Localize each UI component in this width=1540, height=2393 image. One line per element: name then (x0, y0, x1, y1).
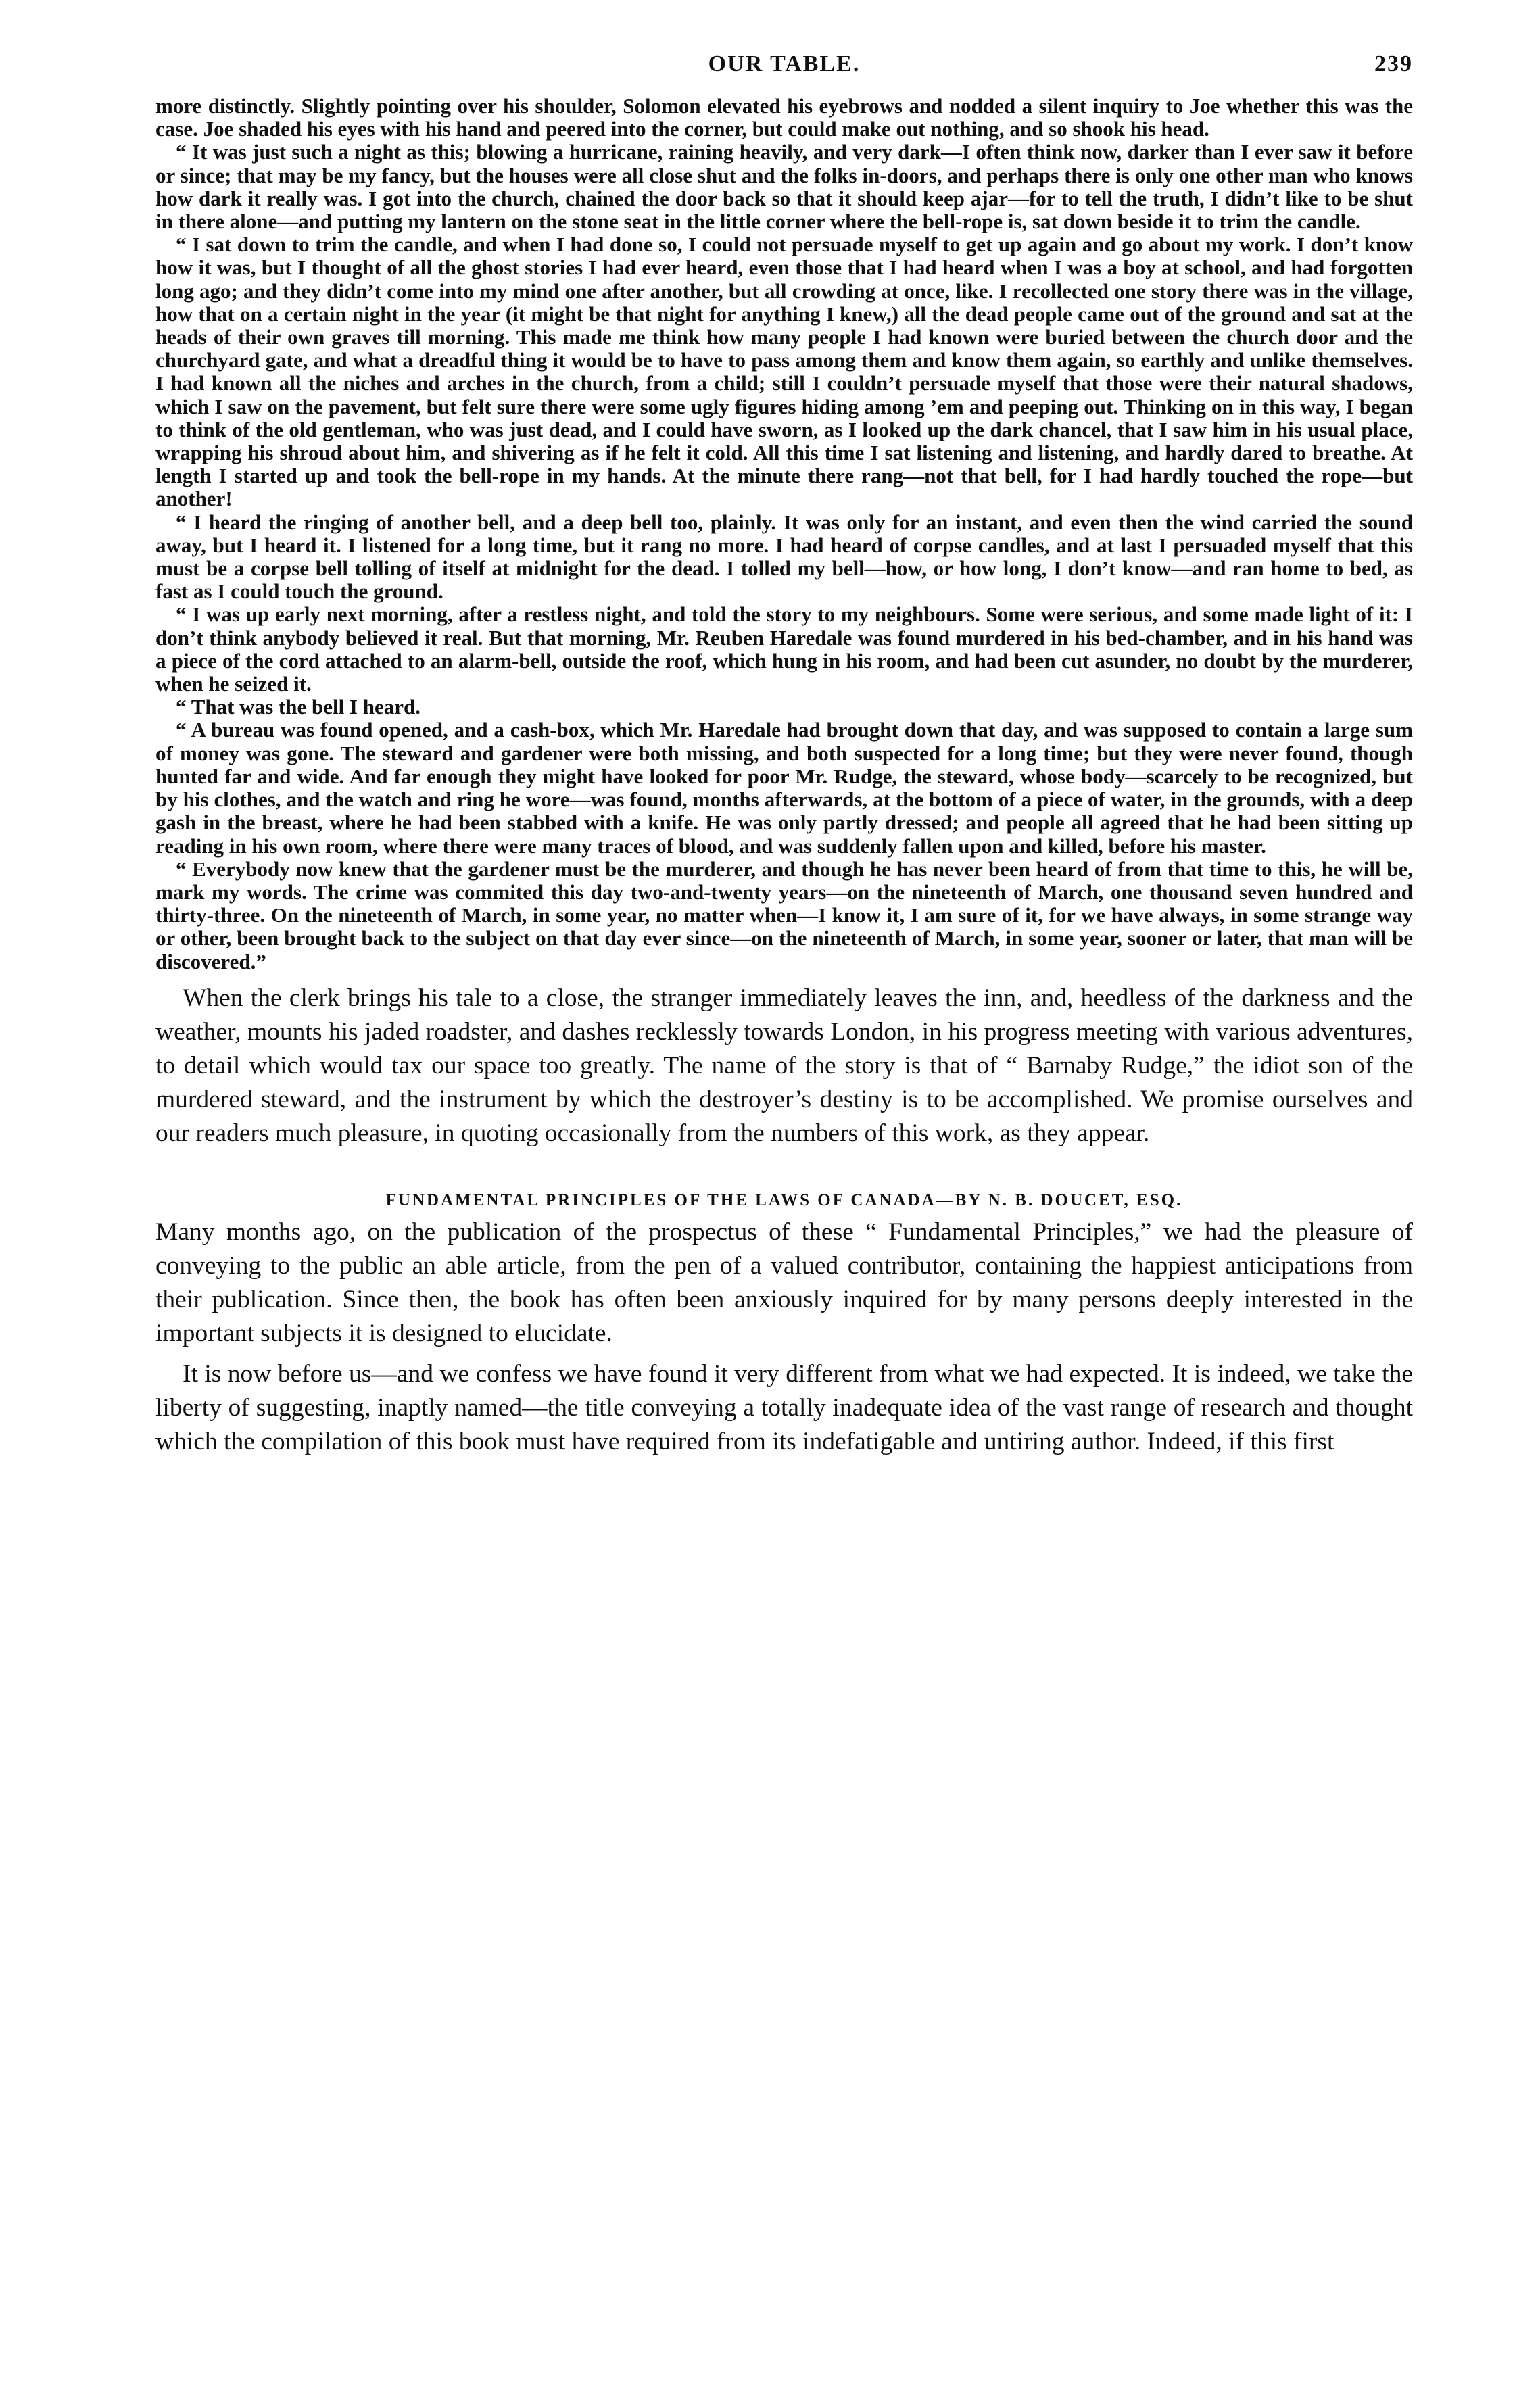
running-head-title: OUR TABLE. (708, 51, 861, 76)
extract-paragraph: more distinctly. Slightly pointing over his shoulder, Solomon elevated his eyebrows and nodded a silent inquiry to Joe whether this was the case. Joe shaded his eyes with his hand and peered into the corner, but could make out nothing, and so shook his head. (155, 94, 1413, 141)
extract-paragraph: “ I was up early next morning, after a restless night, and told the story to my neighbours. Some were serious, and some made light of it: I don’t think anybody believed it real. But that morning, Mr. Reuben Haredale was found murdered in his bed-chamber, and in his hand was a piece of the cord attached to an alarm-bell, outside the roof, which hung in his room, and had been cut asunder, no doubt by the murderer, when he seized it. (155, 602, 1413, 696)
section-paragraph: Many months ago, on the publication of the prospectus of these “ Fundamental Principles,” we had the pleasure of conveying to the public an able article, from the pen of a valued contributor, containing the happiest anticipations from their publication. Since then, the book has often been anxiously inquired for by many persons deeply interested in the important subjects it is designed to elucidate. (155, 1217, 1413, 1347)
extract-paragraph: “ Everybody now knew that the gardener must be the murderer, and though he has never been heard of from that time to this, he will be, mark my words. The crime was commited this day two-and-twenty years—on the nineteenth of March, one thousand seven hundred and thirty-three. On the nineteenth of March, in some year, no matter when—I know it, I am sure of it, for we have always, in some strange way or other, been brought back to the subject on that day ever since—on the nineteenth of March, in some year, sooner or later, that man will be discovered.” (155, 856, 1413, 973)
section-heading: FUNDAMENTAL PRINCIPLES OF THE LAWS OF CANADA—BY N. B. DOUCET, ESQ. (385, 1190, 1183, 1209)
review-text (155, 982, 1413, 1151)
extract-paragraph: “ I sat down to trim the candle, and when I had done so, I could not persuade myself to get up again and go about my work. I don’t know how it was, but I thought of all the ghost stories I had ever heard, even those that I had heard when I was a boy at school, and had forgotten long ago; and they didn’t come into my mind one after another, but all crowding at once, like. I recollected one story there was in the village, how that on a certain night in the year (it might be that night for anything I knew,) all the dead people came out of the ground and sat at the heads of their own graves till morning. This made me think how many people I had known were buried between the church door and the churchyard gate, and what a dreadful thing it would be to have to pass among them and know them again, so earthly and unlike themselves. I had known all the niches and arches in the church, from a child; still I couldn’t persuade myself that those were their natural shadows, which I saw on the pavement, but felt sure there were some ugly figures hiding among ’em and peeping out. Thinking on in this way, I began to think of the old gentleman, who was just dead, and I could have sworn, as I looked up the dark chancel, that I saw him in his usual place, wrapping his shroud about him, and shivering as if he felt it cold. All this time I sat listening and listening, and hardly dared to breathe. At length I started up and took the bell-rope in my hands. At the minute there rang—not that bell, for I had hardly touched the rope—but another! (155, 233, 1413, 511)
extract-paragraph: “ It was just such a night as this; blowing a hurricane, raining heavily, and very dark—I often think now, darker than I ever saw it before or since; that may be my fancy, but the houses were all close shut and the folks in-doors, and perhaps there is only one other man who knows how dark it really was. I got into the church, chained the door back so that it should keep ajar—for to tell the truth, I didn’t like to be shut in there alone—and putting my lantern on the stone seat in the little corner where the bell-rope is, sat down beside it to trim the candle. (155, 140, 1413, 234)
running-head (155, 34, 1413, 95)
journal-page (155, 34, 1413, 2359)
extract-paragraph: “ A bureau was found opened, and a cash-box, which Mr. Haredale had brought down that day, and was supposed to contain a large sum of money was gone. The steward and gardener were both missing, and both suspected for a long time; but they were never found, though hunted far and wide. And far enough they might have looked for poor Mr. Rudge, the steward, whose body—scarcely to be recognized, but by his clothes, and the watch and ring he wore—was found, months afterwards, at the bottom of a piece of water, in the grounds, with a deep gash in the breast, where he had been stabbed with a knife. He was only partly dressed; and people all agreed that he had been sitting up reading in his own room, where there were many traces of blood, and was suddenly fallen upon and killed, before his master. (155, 718, 1413, 858)
page-number: 239 (1374, 51, 1413, 76)
quoted-extract (155, 95, 1413, 973)
section-body (155, 1215, 1413, 1459)
extract-paragraph: “ I heard the ringing of another bell, and a deep bell too, plainly. It was only for an instant, and even then the wind carried the sound away, but I heard it. I listened for a long time, but it rang no more. I had heard of corpse candles, and at last I persuaded myself that this must be a corpse bell tolling of itself at midnight for the dead. I tolled my bell—how, or how long, I don’t know—and ran home to bed, as fast as I could touch the ground. (155, 510, 1413, 604)
review-paragraph: When the clerk brings his tale to a close, the stranger immediately leaves the inn, and, heedless of the darkness and the weather, mounts his jaded roadster, and dashes recklessly towards London, in his progress meeting with various adventures, to detail which would tax our space too greatly. The name of the story is that of “ Barnaby Rudge,” the idiot son of the murdered steward, and the instrument by which the destroyer’s destiny is to be accomplished. We promise ourselves and our readers much pleasure, in quoting occasionally from the numbers of this work, as they appear. (155, 984, 1413, 1147)
section-paragraph: It is now before us—and we confess we have found it very different from what we had expected. It is indeed, we take the liberty of suggesting, inaptly named—the title conveying a totally inadequate idea of the vast range of research and thought which the compilation of this book must have required from its indefatigable and untiring author. Indeed, if this first (155, 1359, 1413, 1455)
extract-paragraph: “ That was the bell I heard. (176, 695, 420, 719)
